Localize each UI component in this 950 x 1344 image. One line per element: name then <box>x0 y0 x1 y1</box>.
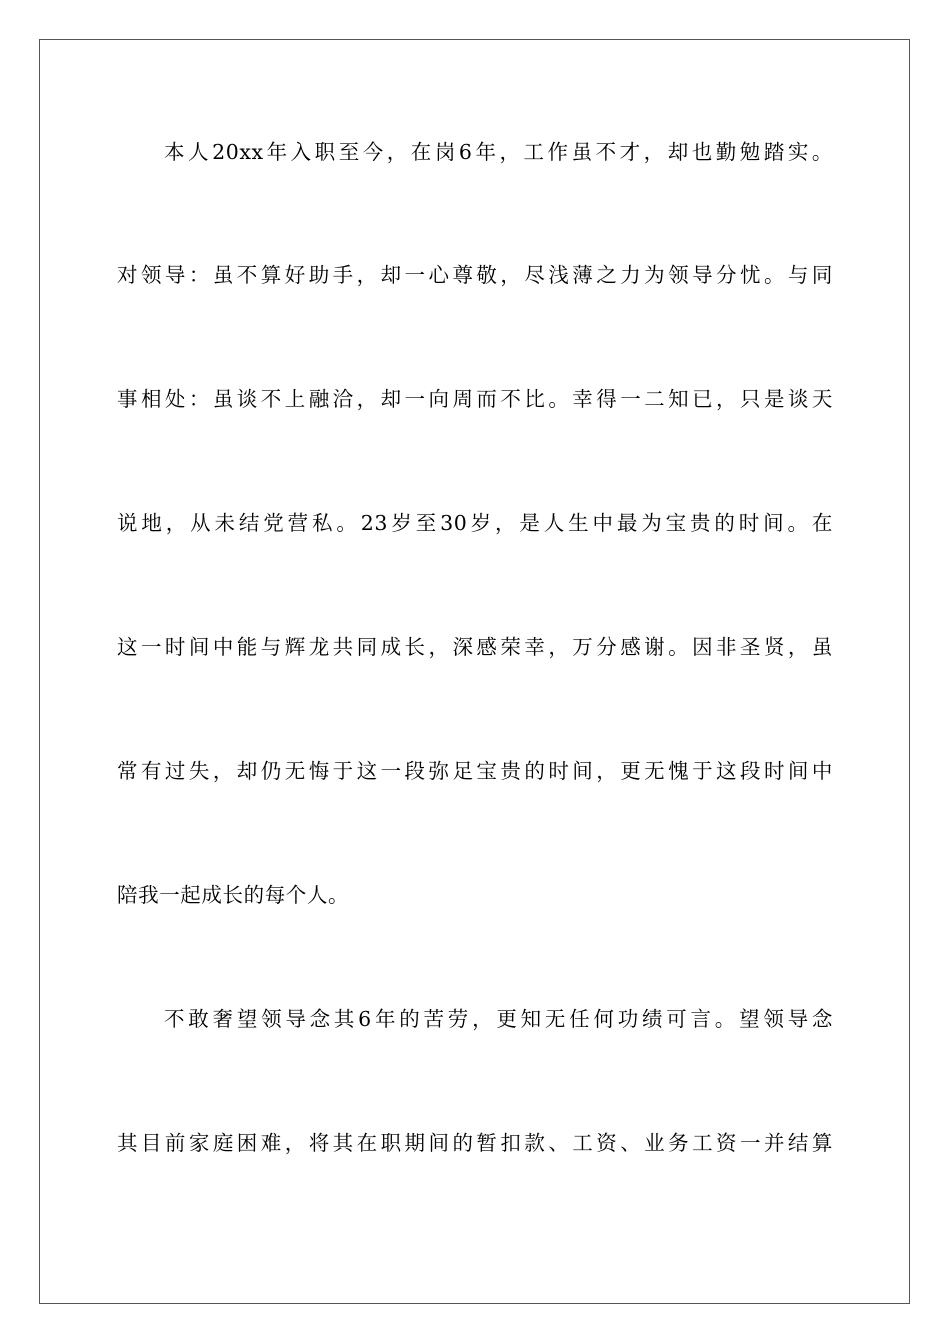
paragraph-1-line-2: 对领导：虽不算好助手，却一心尊敬，尽浅薄之力为领导分忧。与同 <box>117 263 833 287</box>
paragraph-1-line-6: 常有过失，却仍无悔于这一段弥足宝贵的时间，更无愧于这段时间中 <box>117 759 833 783</box>
paragraph-2-line-1: 不敢奢望领导念其6年的苦劳，更知无任何功绩可言。望领导念 <box>164 1007 833 1031</box>
paragraph-1-line-5: 这一时间中能与辉龙共同成长，深感荣幸，万分感谢。因非圣贤，虽 <box>117 635 833 659</box>
paragraph-1-line-1: 本人20xx年入职至今，在岗6年，工作虽不才，却也勤勉踏实。 <box>164 140 833 164</box>
paragraph-1-line-4: 说地，从未结党营私。23岁至30岁，是人生中最为宝贵的时间。在 <box>117 511 833 535</box>
page-border <box>39 39 910 1304</box>
paragraph-1-line-3: 事相处：虽谈不上融洽，却一向周而不比。幸得一二知已，只是谈天 <box>117 387 833 411</box>
paragraph-1-line-7: 陪我一起成长的每个人。 <box>117 883 350 907</box>
paragraph-2-line-2: 其目前家庭困难，将其在职期间的暂扣款、工资、业务工资一并结算 <box>117 1131 833 1155</box>
